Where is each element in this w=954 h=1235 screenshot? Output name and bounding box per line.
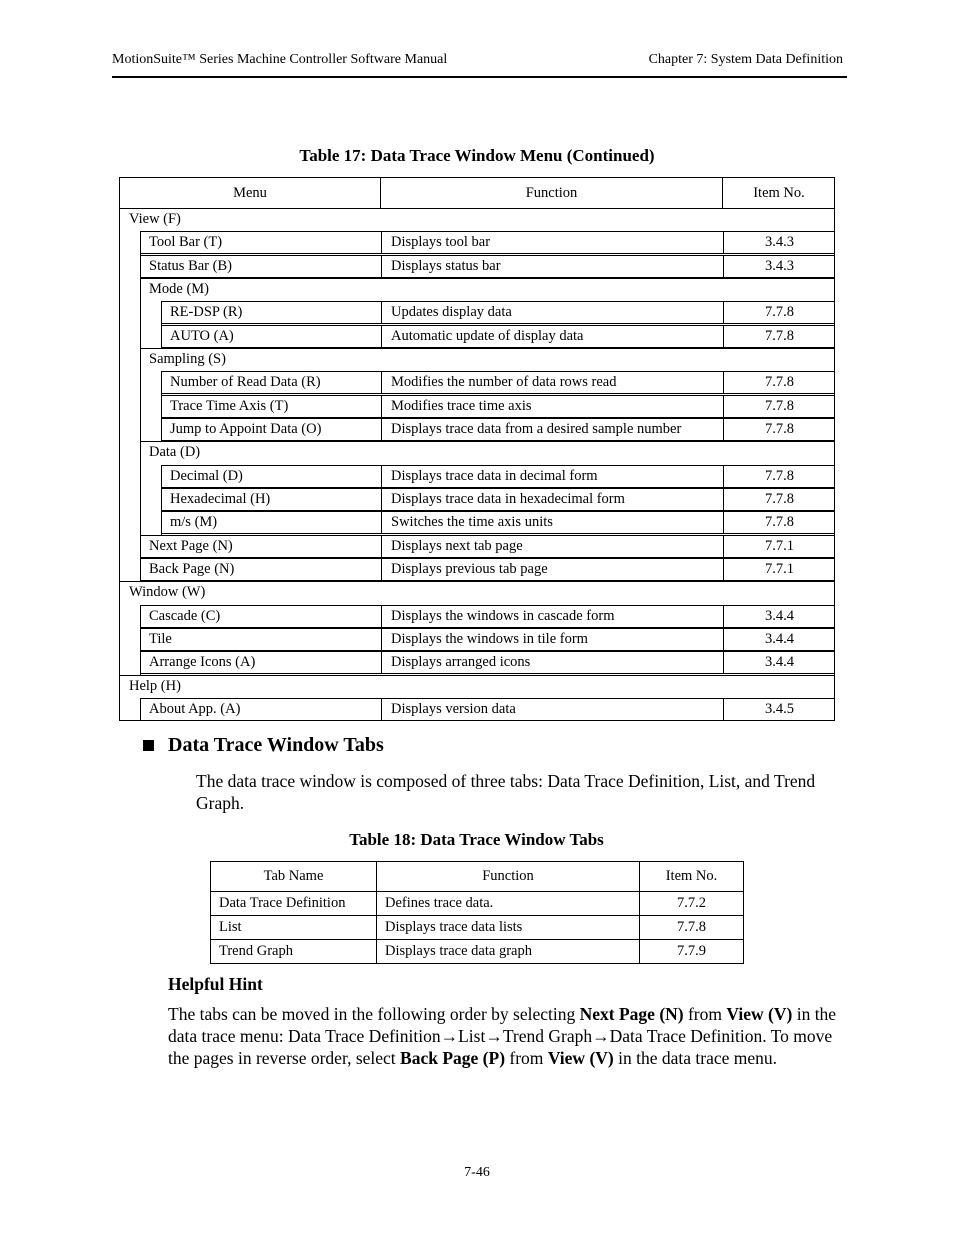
table17-group-row <box>120 581 834 604</box>
table17-cell-function: Modifies trace time axis <box>381 395 723 418</box>
table17-group-row <box>120 208 834 231</box>
square-bullet-icon <box>143 740 154 751</box>
table17-cell-function: Displays tool bar <box>381 231 723 254</box>
table17-row-rule <box>161 393 834 394</box>
table-row <box>120 255 834 278</box>
table17-cell-item: 7.7.8 <box>723 371 835 394</box>
page-header <box>112 52 847 78</box>
table17-cell-menu: Help (H) <box>129 678 181 694</box>
table17-cell-function: Displays trace data in decimal form <box>381 465 723 488</box>
table18-cell-tab: List <box>211 916 377 940</box>
table17-cell-menu: Trace Time Axis (T) <box>170 398 289 414</box>
table17-cell-function: Updates display data <box>381 301 723 324</box>
table17-indent-guide <box>161 418 162 441</box>
hint-text-part: from <box>683 1004 727 1024</box>
table17-cell-function: Displays previous tab page <box>381 558 723 581</box>
table17-cell-item: 7.7.8 <box>723 465 835 488</box>
table17-cell-menu: About App. (A) <box>149 701 241 717</box>
table17-cell-item: 3.4.4 <box>723 628 835 651</box>
table17-row-rule <box>140 253 834 254</box>
table-row <box>120 371 834 394</box>
table-row <box>120 511 834 534</box>
table17-cell-menu: Mode (M) <box>149 281 210 297</box>
table-row <box>120 465 834 488</box>
table17-indent-guide <box>140 698 141 721</box>
table-row <box>120 325 834 348</box>
table17-indent-guide <box>140 231 141 254</box>
table18-cell-tab: Data Trace Definition <box>211 892 377 916</box>
table17-cell-item: 3.4.3 <box>723 255 835 278</box>
section-title: Data Trace Window Tabs <box>168 734 384 756</box>
table-row <box>120 698 834 721</box>
hint-bold-next-page: Next Page (N) <box>579 1004 684 1024</box>
hint-bold-view: View (V) <box>726 1004 793 1024</box>
table18-header-tab: Tab Name <box>211 862 377 892</box>
table17-cell-menu: RE-DSP (R) <box>170 304 243 320</box>
table17-cell-function: Automatic update of display data <box>381 325 723 348</box>
table17-cell-item: 7.7.1 <box>723 535 835 558</box>
table18-cell-item: 7.7.8 <box>640 916 744 940</box>
table-row <box>211 940 744 964</box>
section-intro: The data trace window is composed of three tabs: Data Trace Definition, List, and Trend Graph. <box>196 771 816 813</box>
table-row <box>120 535 834 558</box>
table18-cell-function: Displays trace data graph <box>377 940 640 964</box>
table17-cell-function: Displays next tab page <box>381 535 723 558</box>
table18-tabs-table <box>210 861 744 964</box>
table17-cell-function: Displays status bar <box>381 255 723 278</box>
table17-cell-function: Displays version data <box>381 698 723 721</box>
table-row <box>120 651 834 674</box>
table17-cell-menu: m/s (M) <box>170 514 218 530</box>
table17-cell-menu: Jump to Appoint Data (O) <box>170 421 322 437</box>
table17-cell-menu: Arrange Icons (A) <box>149 654 256 670</box>
table17-caption: Table 17: Data Trace Window Menu (Continued) <box>299 146 655 165</box>
table-row <box>120 418 834 441</box>
table17-cell-function: Modifies the number of data rows read <box>381 371 723 394</box>
section-heading <box>143 734 384 757</box>
table17-row-rule <box>140 720 834 721</box>
table17-header-item: Item No. <box>753 184 805 201</box>
table-row <box>120 558 834 581</box>
table-row <box>211 892 744 916</box>
table17-cell-item: 7.7.8 <box>723 325 835 348</box>
table17-cell-item: 7.7.8 <box>723 395 835 418</box>
table17-cell-function: Displays the windows in tile form <box>381 628 723 651</box>
hint-text-part: in the data trace menu: Data Trace Definition→List→Trend Graph→Data Trace Definition. To move the pages in reverse order, select <box>168 1004 837 1068</box>
table18-header-item: Item No. <box>640 862 744 892</box>
table17-cell-menu: Sampling (S) <box>149 351 226 367</box>
table17-indent-guide <box>140 651 141 674</box>
table17-cell-menu: Next Page (N) <box>149 538 233 554</box>
table-row <box>120 488 834 511</box>
table18-cell-function: Defines trace data. <box>377 892 640 916</box>
table17-indent-guide <box>140 255 141 278</box>
chapter-title: Chapter 7: System Data Definition <box>648 52 843 67</box>
hint-text-part: The tabs can be moved in the following order by selecting <box>168 1004 580 1024</box>
table17-indent-guide <box>161 488 162 511</box>
table17-cell-item: 7.7.8 <box>723 301 835 324</box>
table17-group-row <box>120 441 834 464</box>
table-row <box>120 231 834 254</box>
table18-cell-tab: Trend Graph <box>211 940 377 964</box>
table17-cell-function: Switches the time axis units <box>381 511 723 534</box>
table17-indent-guide <box>140 605 141 628</box>
table17-cell-function: Displays arranged icons <box>381 651 723 674</box>
table-row <box>120 395 834 418</box>
table17-cell-menu: Data (D) <box>149 444 201 460</box>
table17-cell-item: 7.7.8 <box>723 418 835 441</box>
table17-cell-menu: View (F) <box>129 211 181 227</box>
table17-indent-guide <box>161 465 162 488</box>
table17-indent-guide <box>140 628 141 651</box>
table17-indent-guide <box>161 511 162 534</box>
hint-text <box>168 1003 840 1069</box>
table17-cell-item: 3.4.5 <box>723 698 835 721</box>
table17-indent-guide <box>161 301 162 324</box>
table-row <box>120 628 834 651</box>
hint-title: Helpful Hint <box>168 974 263 994</box>
table17-cell-menu: AUTO (A) <box>170 328 234 344</box>
table17-indent-guide <box>161 371 162 394</box>
table17-cell-function: Displays trace data in hexadecimal form <box>381 488 723 511</box>
hint-text-part: in the data trace menu. <box>613 1048 778 1068</box>
table-row <box>120 605 834 628</box>
table17-row-rule <box>140 673 834 674</box>
table17-cell-function: Displays trace data from a desired sample number <box>381 418 723 441</box>
table17-row-rule <box>161 323 834 324</box>
table18-header-function: Function <box>377 862 640 892</box>
table17-header-function: Function <box>381 178 723 208</box>
table17-group-row <box>120 348 834 371</box>
table17-cell-menu: Decimal (D) <box>170 468 243 484</box>
table17-row-rule <box>161 533 834 534</box>
table17-cell-item: 7.7.1 <box>723 558 835 581</box>
hint-bold-view: View (V) <box>547 1048 614 1068</box>
table17-cell-menu: Window (W) <box>129 584 206 600</box>
table-row <box>120 301 834 324</box>
table17-cell-item: 7.7.8 <box>723 488 835 511</box>
table17-cell-item: 3.4.4 <box>723 651 835 674</box>
table17-cell-menu: Number of Read Data (R) <box>170 374 321 390</box>
table18-cell-item: 7.7.2 <box>640 892 744 916</box>
table17-cell-menu: Tool Bar (T) <box>149 234 223 250</box>
table17-indent-guide <box>140 558 141 581</box>
table18-caption: Table 18: Data Trace Window Tabs <box>349 830 604 849</box>
manual-title: MotionSuite™ Series Machine Controller Software Manual <box>112 52 448 67</box>
table17-header-menu: Menu <box>120 178 381 208</box>
table17-cell-item: 3.4.3 <box>723 231 835 254</box>
table17-group-row <box>120 278 834 301</box>
table17-indent-guide <box>161 325 162 348</box>
page-number: 7-46 <box>464 1165 490 1180</box>
table17-cell-menu: Hexadecimal (H) <box>170 491 271 507</box>
table17-cell-menu: Cascade (C) <box>149 608 221 624</box>
table17-group-row <box>120 675 834 698</box>
table17-indent-guide <box>140 535 141 558</box>
table17-cell-item: 3.4.4 <box>723 605 835 628</box>
table17-cell-menu: Tile <box>149 631 172 647</box>
table18-cell-item: 7.7.9 <box>640 940 744 964</box>
table-row <box>211 916 744 940</box>
hint-text-part: from <box>505 1048 548 1068</box>
table17-cell-function: Displays the windows in cascade form <box>381 605 723 628</box>
table17-indent-guide <box>161 395 162 418</box>
table17-cell-menu: Status Bar (B) <box>149 258 232 274</box>
table17-menu-table <box>119 177 835 721</box>
table18-header-row <box>211 862 744 892</box>
table17-cell-menu: Back Page (N) <box>149 561 235 577</box>
table18-cell-function: Displays trace data lists <box>377 916 640 940</box>
table17-header-row <box>120 178 834 208</box>
table17-cell-item: 7.7.8 <box>723 511 835 534</box>
hint-bold-back-page: Back Page (P) <box>400 1048 506 1068</box>
